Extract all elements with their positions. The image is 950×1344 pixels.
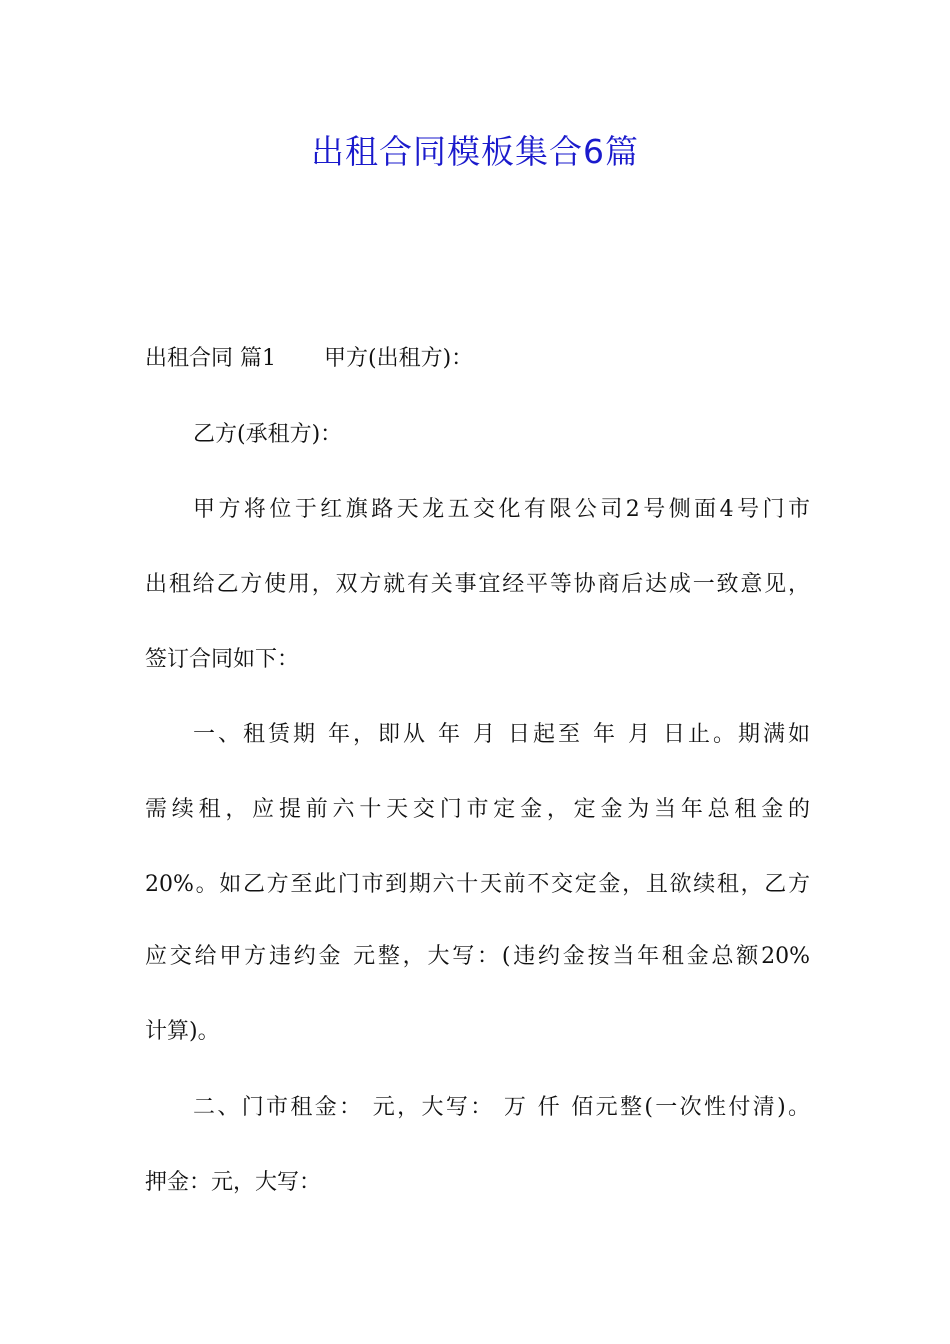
paragraph-line: 一、租赁期 年，即从 年 月 日起至 年 月 日止。期满如 bbox=[193, 722, 810, 747]
paragraph-line: 签订合同如下： bbox=[145, 647, 300, 672]
paragraph-line: 出租给乙方使用，双方就有关事宜经平等协商后达成一致意见， bbox=[145, 572, 810, 597]
paragraph-line: 押金：元，大写： bbox=[145, 1170, 322, 1195]
document-title: 出租合同模板集合6篇 bbox=[311, 132, 639, 171]
paragraph-line: 甲方将位于红旗路天龙五交化有限公司2号侧面4号门市 bbox=[193, 497, 810, 522]
paragraph-line: 计算)。 bbox=[145, 1019, 220, 1044]
paragraph-line: 二、门市租金： 元，大写： 万 仟 佰元整(一次性付清)。 bbox=[193, 1095, 810, 1120]
party-a-label: 甲方(出租方)： bbox=[324, 346, 474, 371]
party-b-label: 乙方(承租方)： bbox=[193, 422, 343, 447]
contract-section-label: 出租合同 篇1 bbox=[145, 346, 276, 371]
contract-heading-line bbox=[145, 344, 810, 374]
paragraph-line: 应交给甲方违约金 元整，大写：(违约金按当年租金总额20% bbox=[145, 944, 810, 969]
paragraph-line: 20%。如乙方至此门市到期六十天前不交定金，且欲续租，乙方 bbox=[145, 872, 810, 897]
paragraph-line: 需续租，应提前六十天交门市定金，定金为当年总租金的 bbox=[145, 797, 810, 822]
